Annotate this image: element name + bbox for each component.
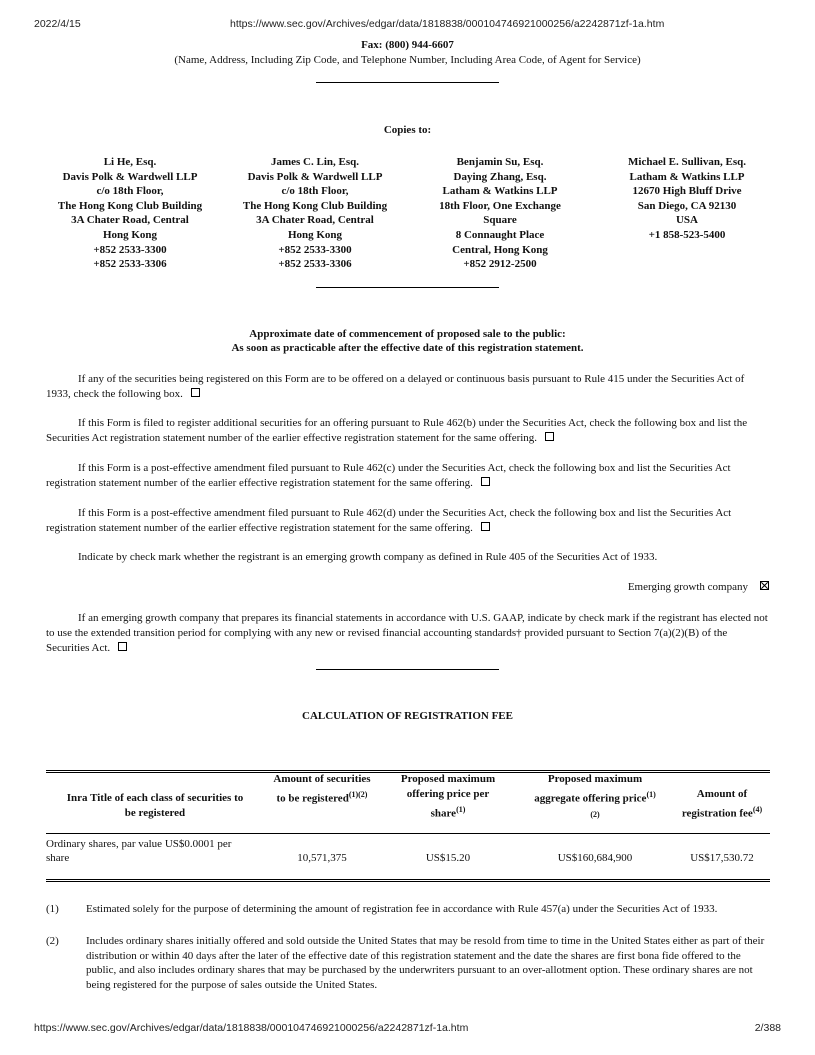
address-line: Latham & Watkins LLP <box>629 170 745 183</box>
address-line: 8 Connaught Place <box>455 228 545 241</box>
divider <box>316 287 499 288</box>
rule-415-paragraph <box>46 372 768 402</box>
fee-table-heading: CALCULATION OF REGISTRATION FEE <box>302 710 513 722</box>
address-line: +852 2533-3300 <box>93 243 167 256</box>
row-price-per-share: US$15.20 <box>425 852 471 864</box>
header-price-per-share-text: Proposed maximum offering price per share <box>400 773 496 820</box>
recipient-address <box>405 155 595 272</box>
paragraph-text: If any of the securities being registered on this Form are to be offered on a delayed or continuous basis pursuant to Rule 415 under the Securities Act of 1933, check the following box. <box>46 373 745 400</box>
address-line: 3A Chater Road, Central <box>71 214 189 227</box>
footnote-number: (1) <box>46 903 59 915</box>
address-line: Davis Polk & Wardwell LLP <box>247 170 383 183</box>
print-date: 2022/4/15 <box>34 18 81 30</box>
page-number: 2/388 <box>754 1022 781 1034</box>
address-line: 3A Chater Road, Central <box>256 214 374 227</box>
table-top-rule <box>46 770 770 771</box>
address-line: Davis Polk & Wardwell LLP <box>62 170 198 183</box>
address-line: c/o 18th Floor, <box>281 185 349 198</box>
address-line: Central, Hong Kong <box>452 243 548 256</box>
print-url: https://www.sec.gov/Archives/edgar/data/1818838/000104746921000256/a2242871zf-1a.htm <box>230 18 665 30</box>
emerging-growth-checkbox[interactable] <box>760 581 769 590</box>
address-line: Hong Kong <box>287 228 343 241</box>
gaap-paragraph <box>46 611 768 656</box>
divider <box>316 669 499 670</box>
address-line: James C. Lin, Esq. <box>270 156 360 168</box>
header-fee <box>672 787 772 822</box>
footnote-number: (2) <box>46 935 59 947</box>
header-fee-text: Amount of registration fee <box>681 788 753 820</box>
address-line: Li He, Esq. <box>103 156 157 168</box>
paragraph-text: If this Form is filed to register additional securities for an offering pursuant to Rule 462(b) under the Securities Act, check the following box and list the Securities Act registration statement number of the earlier effective registration statement for the same offering. <box>46 417 748 444</box>
footer-url: https://www.sec.gov/Archives/edgar/data/1818838/000104746921000256/a2242871zf-1a.htm <box>34 1022 469 1034</box>
table-bottom-rule <box>46 879 770 880</box>
address-line: Daying Zhang, Esq. <box>453 170 547 183</box>
table-bottom-rule <box>46 881 770 882</box>
address-line: Benjamin Su, Esq. <box>456 156 544 168</box>
header-amount <box>268 772 376 807</box>
footnote <box>46 902 770 918</box>
rule-462b-paragraph <box>46 416 768 446</box>
emerging-growth-label: Emerging growth company <box>627 581 748 593</box>
footnote-ref: (4) <box>752 805 763 814</box>
divider <box>316 82 499 83</box>
address-line: c/o 18th Floor, <box>96 185 164 198</box>
rule-415-checkbox[interactable] <box>191 388 200 397</box>
row-title: Ordinary shares, par value US$0.0001 per share <box>46 838 232 864</box>
table-header-rule <box>46 833 770 834</box>
header-title: Inra Title of each class of securities to be registered <box>66 792 244 819</box>
footnote <box>46 934 770 994</box>
address-line: The Hong Kong Club Building <box>242 199 388 212</box>
header-amount-text: Amount of securities to be registered <box>273 773 371 805</box>
address-line: Square <box>483 214 517 227</box>
header-aggregate <box>531 772 659 826</box>
footnote-ref: (1)(2) <box>590 790 656 819</box>
rule-462d-paragraph <box>46 506 768 536</box>
footnote-ref: (1)(2) <box>348 790 368 799</box>
footnote-ref: (1) <box>456 805 466 814</box>
address-line: Michael E. Sullivan, Esq. <box>628 156 746 168</box>
address-line: Latham & Watkins LLP <box>442 185 558 198</box>
agent-description: (Name, Address, Including Zip Code, and Telephone Number, Including Area Code, of Agent for Service) <box>174 54 641 66</box>
gaap-checkbox[interactable] <box>118 642 127 651</box>
address-line: Hong Kong <box>102 228 158 241</box>
emerging-growth-paragraph: Indicate by check mark whether the registrant is an emerging growth company as defined in Rule 405 of the Securities Act of 1933. <box>78 551 658 563</box>
address-line: +1 858-523-5400 <box>648 228 726 241</box>
paragraph-text: If this Form is a post-effective amendment filed pursuant to Rule 462(d) under the Securities Act, check the following box and list the Securities Act registration statement number of the earlier effective registration statement for the same offering. <box>46 507 732 534</box>
header-price-per-share <box>389 772 507 822</box>
recipient-address <box>592 155 782 243</box>
paragraph-text: If this Form is a post-effective amendment filed pursuant to Rule 462(c) under the Securities Act, check the following box and list the Securities Act registration statement number of the earlier effective registration statement for the same offering. <box>46 462 731 489</box>
rule-462b-checkbox[interactable] <box>545 432 554 441</box>
agent-fax: Fax: (800) 944-6607 <box>361 39 454 51</box>
row-amount: 10,571,375 <box>297 852 347 864</box>
address-line: +852 2533-3306 <box>278 258 352 271</box>
address-line: 18th Floor, One Exchange <box>439 199 561 212</box>
address-line: USA <box>675 214 698 227</box>
header-aggregate-text: Proposed maximum aggregate offering price <box>534 773 647 805</box>
recipient-address <box>220 155 410 272</box>
address-line: +852 2912-2500 <box>463 258 537 271</box>
footnote-text: Estimated solely for the purpose of determining the amount of registration fee in accordance with Rule 457(a) under the Securities Act of 1933. <box>86 903 718 915</box>
paragraph-text: If an emerging growth company that prepares its financial statements in accordance with U.S. GAAP, indicate by check mark if the registrant has elected not to use the extended transition period for complying with any new or revised financial accounting standards† provided pursuant to Section 7(a)(2)(B) of the Securities Act. <box>46 612 768 654</box>
address-line: +852 2533-3300 <box>278 243 352 256</box>
footnote-text: Includes ordinary shares initially offered and sold outside the United States that may be resold from time to time in the United States either as part of their distribution or within 40 days after the later of the effective date of this registration statement and the date the shares are first bona fide offered to the public, and also includes ordinary shares that may be purchased by the underwriters pursuant to an over-allotment option. These ordinary shares are not being registered for the purpose of sales outside the United States. <box>86 935 765 991</box>
sale-date-line-2: As soon as practicable after the effective date of this registration statement. <box>231 342 584 354</box>
address-line: San Diego, CA 92130 <box>637 199 737 212</box>
sale-date-line-1: Approximate date of commencement of proposed sale to the public: <box>249 328 566 340</box>
copies-heading: Copies to: <box>383 124 432 136</box>
row-fee: US$17,530.72 <box>690 852 754 864</box>
rule-462c-paragraph <box>46 461 768 491</box>
address-line: +852 2533-3306 <box>93 258 167 271</box>
recipient-address <box>35 155 225 272</box>
address-line: 12670 High Bluff Drive <box>632 185 742 198</box>
address-line: The Hong Kong Club Building <box>57 199 203 212</box>
rule-462c-checkbox[interactable] <box>481 477 490 486</box>
row-aggregate: US$160,684,900 <box>557 852 633 864</box>
emerging-growth-row <box>628 581 769 593</box>
rule-462d-checkbox[interactable] <box>481 522 490 531</box>
